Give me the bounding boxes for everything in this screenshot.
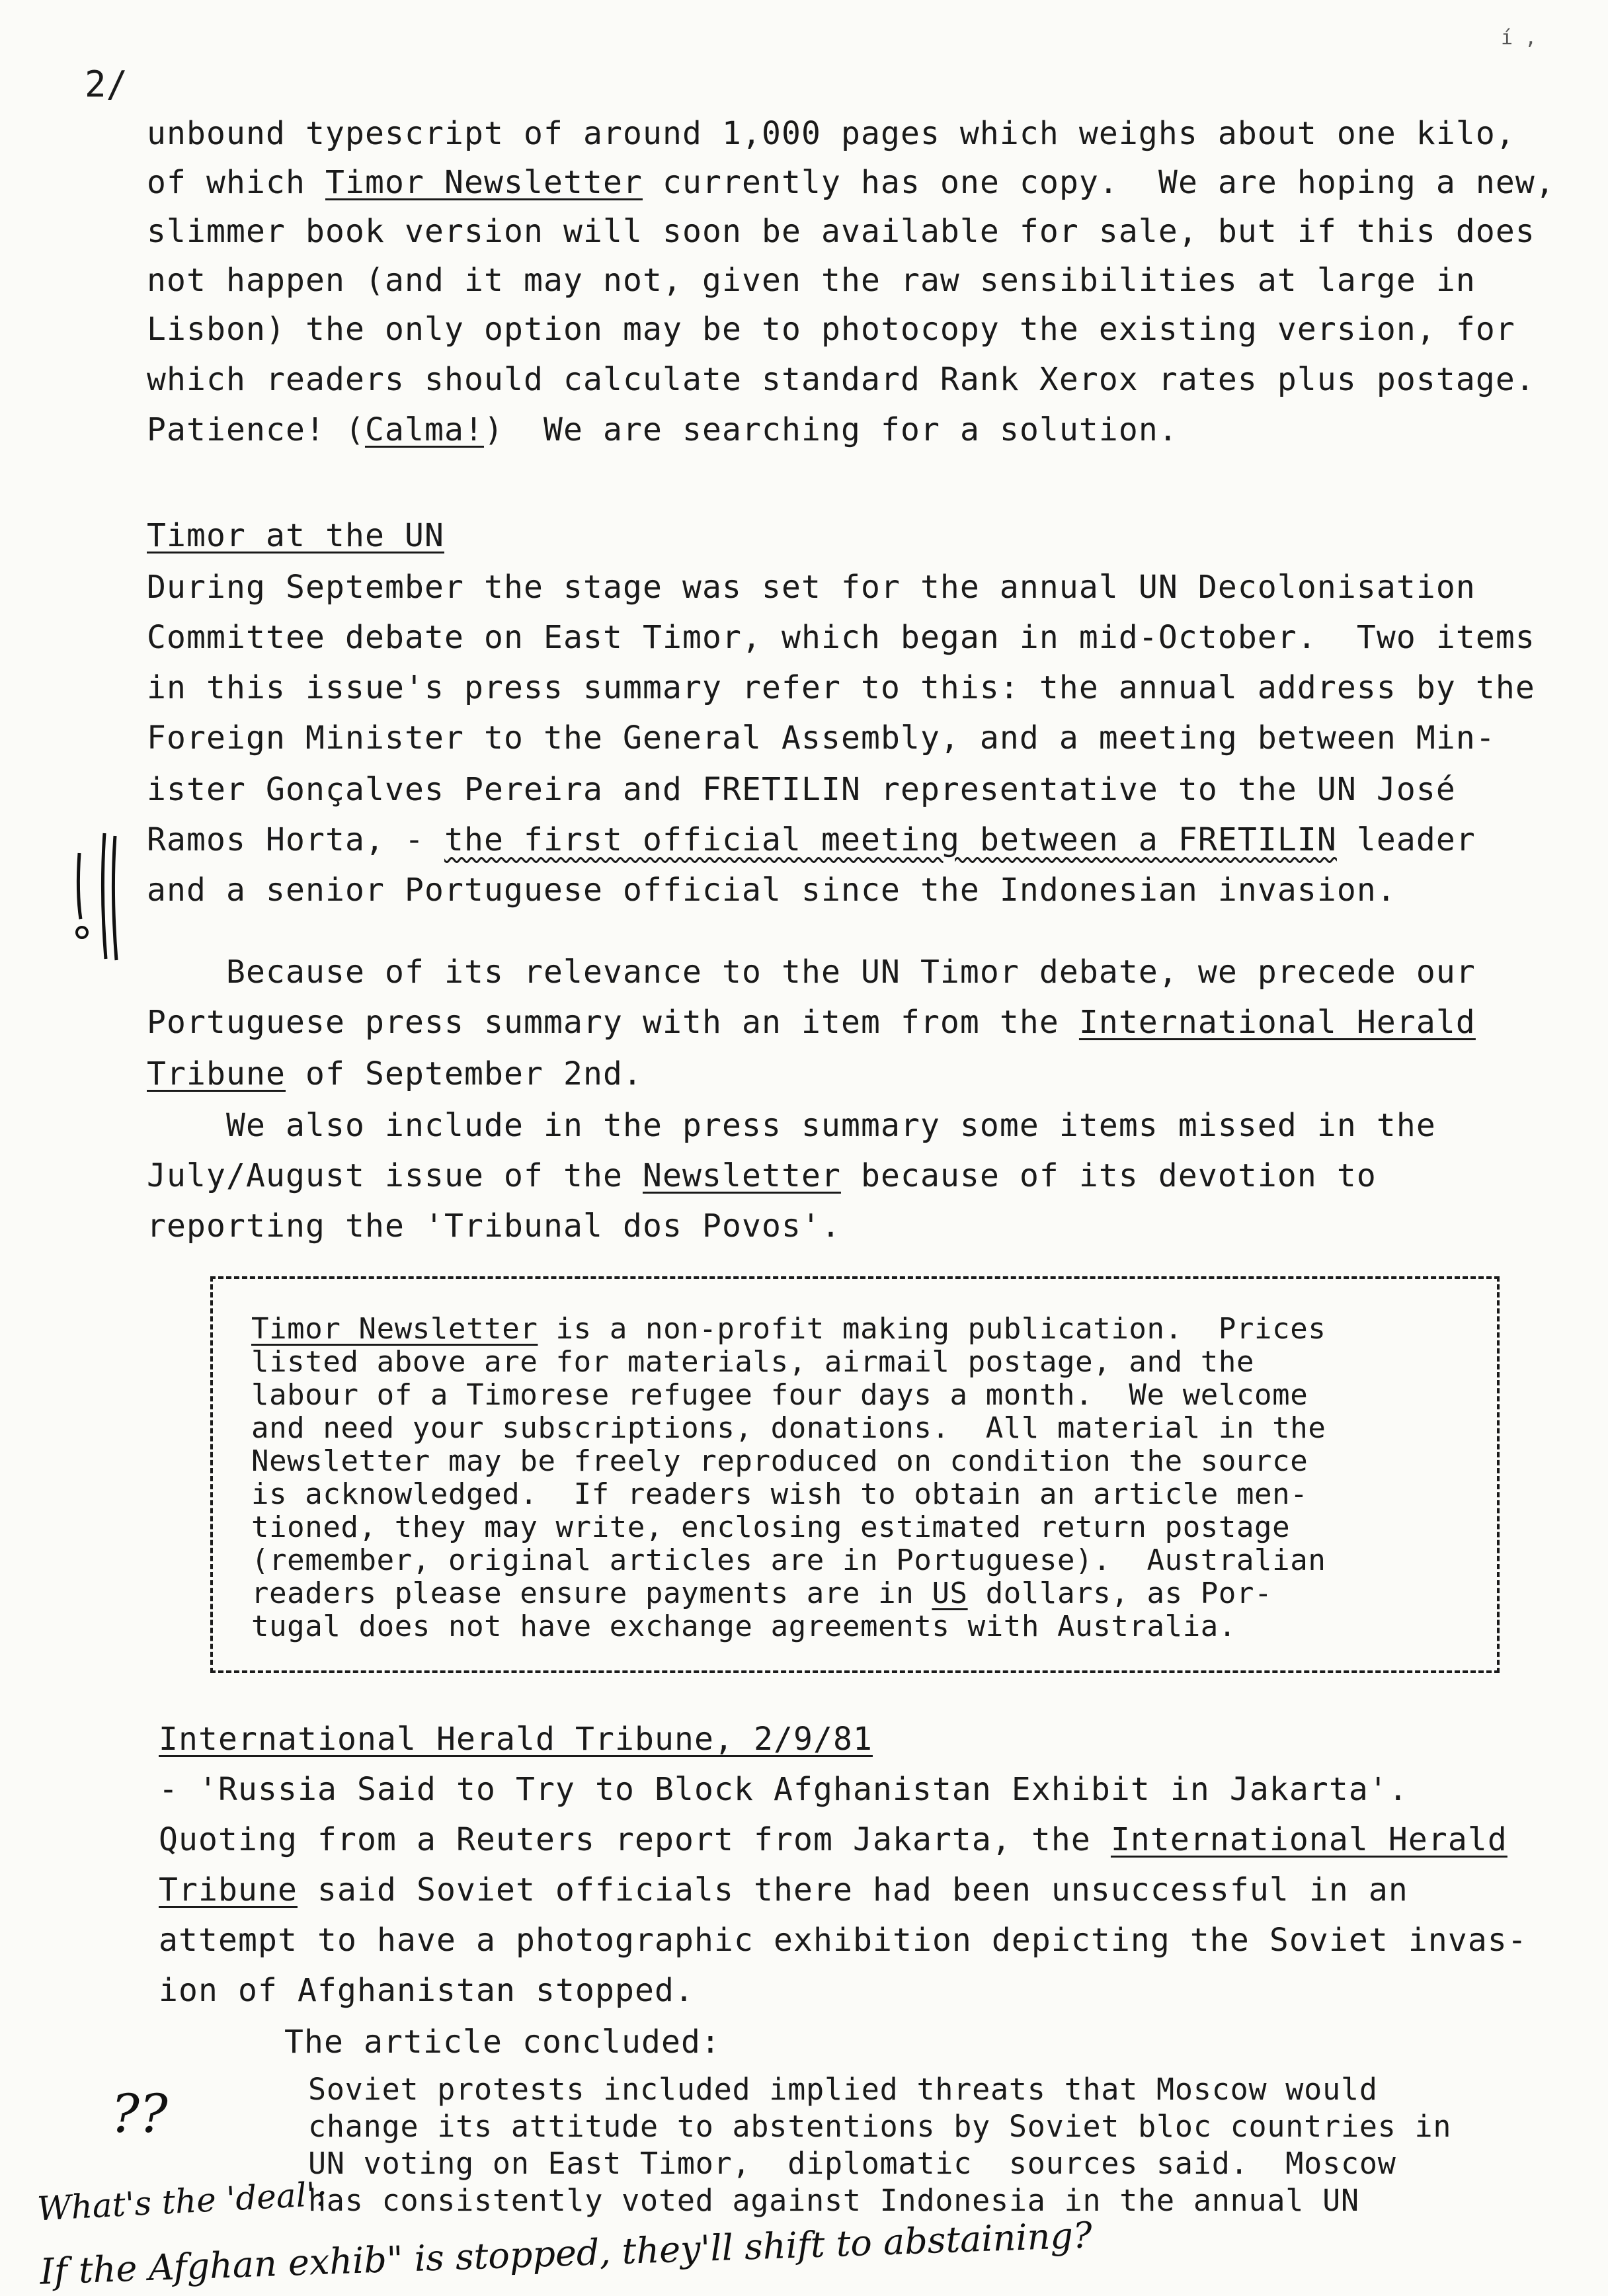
handwritten-note-line-2: If the Afghan exhib" is stopped, they'll shift to abstaining? <box>39 2214 1093 2293</box>
intro-line-4: not happen (and it may not, given the raw sensibilities at large in <box>147 262 1476 299</box>
un-line-7: and a senior Portuguese official since the Indonesian invasion. <box>147 872 1396 909</box>
para3-line-3: reporting the 'Tribunal dos Povos'. <box>147 1208 841 1245</box>
intro-line-7: Patience! (Calma!) We are searching for a solution. <box>147 411 1178 448</box>
notice-line-6: is acknowledged. If readers wish to obtain an article men- <box>251 1477 1308 1511</box>
quote-line-2: change its attitude to abstentions by Soviet bloc countries in <box>308 2109 1452 2144</box>
quote-line-1: Soviet protests included implied threats that Moscow would <box>308 2072 1378 2107</box>
para2-line-2: Portuguese press summary with an item from the International Herald <box>147 1004 1476 1041</box>
notice-line-9: readers please ensure payments are in US dollars, as Por- <box>251 1577 1273 1610</box>
para2-line-1: Because of its relevance to the UN Timor debate, we precede our <box>147 954 1476 991</box>
publication-title: Timor Newsletter <box>325 164 643 201</box>
notice-line-3: labour of a Timorese refugee four days a month. We welcome <box>251 1378 1308 1412</box>
iht-line-4: attempt to have a photographic exhibition depicting the Soviet invas- <box>159 1922 1527 1959</box>
intro-line-3: slimmer book version will soon be available for sale, but if this does <box>147 213 1535 250</box>
notice-line-2: listed above are for materials, airmail postage, and the <box>251 1345 1255 1379</box>
un-line-5: ister Gonçalves Pereira and FRETILIN representative to the UN José <box>147 771 1456 808</box>
iht-line-2: Quoting from a Reuters report from Jakarta, the International Herald <box>159 1821 1508 1858</box>
handwritten-underline-phrase: the first official meeting between a FRETILIN <box>444 821 1337 858</box>
notice-line-5: Newsletter may be freely reproduced on condition the source <box>251 1444 1308 1478</box>
iht-line-3: Tribune said Soviet officials there had been unsuccessful in an <box>159 1871 1408 1908</box>
intro-line-6: which readers should calculate standard Rank Xerox rates plus postage. <box>147 361 1535 398</box>
para3-line-2: July/August issue of the Newsletter because of its devotion to <box>147 1157 1377 1194</box>
notice-line-1: Timor Newsletter is a non-profit making publication. Prices <box>251 1312 1326 1346</box>
un-line-3: in this issue's press summary refer to this: the annual address by the <box>147 669 1535 706</box>
corner-pencil-mark: í , <box>1501 26 1537 50</box>
un-line-6: Ramos Horta, - the first official meeting between a FRETILIN leader <box>147 821 1476 858</box>
un-line-2: Committee debate on East Timor, which began in mid-October. Two items <box>147 619 1535 656</box>
para2-line-3: Tribune of September 2nd. <box>147 1055 643 1092</box>
notice-line-7: tioned, they may write, enclosing estimated return postage <box>251 1510 1291 1544</box>
handwritten-question-marks: ?? <box>111 2083 168 2145</box>
section-heading-un: Timor at the UN <box>147 517 444 554</box>
iht-line-1: - 'Russia Said to Try to Block Afghanistan Exhibit in Jakarta'. <box>159 1771 1408 1808</box>
intro-line-1: unbound typescript of around 1,000 pages which weighs about one kilo, <box>147 115 1515 152</box>
intro-line-2: of which Timor Newsletter currently has one copy. We are hoping a new, <box>147 164 1555 201</box>
iht-line-5: ion of Afghanistan stopped. <box>159 1972 694 2009</box>
iht-line-6: The article concluded: <box>205 2024 721 2061</box>
un-line-1: During September the stage was set for the annual UN Decolonisation <box>147 569 1476 606</box>
section-heading-iht: International Herald Tribune, 2/9/81 <box>159 1721 873 1758</box>
handwritten-note-line-1: What's the 'deal': <box>36 2174 328 2229</box>
page-number: 2/ <box>85 63 128 105</box>
quote-line-4: has consistently voted against Indonesia in the annual UN <box>308 2183 1359 2218</box>
un-line-4: Foreign Minister to the General Assembly, and a meeting between Min- <box>147 719 1496 757</box>
quote-line-3: UN voting on East Timor, diplomatic sources said. Moscow <box>308 2146 1396 2181</box>
intro-line-5: Lisbon) the only option may be to photocopy the existing version, for <box>147 311 1515 348</box>
notice-line-8: (remember, original articles are in Portuguese). Australian <box>251 1543 1326 1577</box>
margin-bracket-mark <box>60 820 132 965</box>
notice-line-4: and need your subscriptions, donations. All material in the <box>251 1411 1326 1445</box>
notice-line-10: tugal does not have exchange agreements with Australia. <box>251 1610 1236 1643</box>
para3-line-1: We also include in the press summary some items missed in the <box>147 1107 1436 1144</box>
